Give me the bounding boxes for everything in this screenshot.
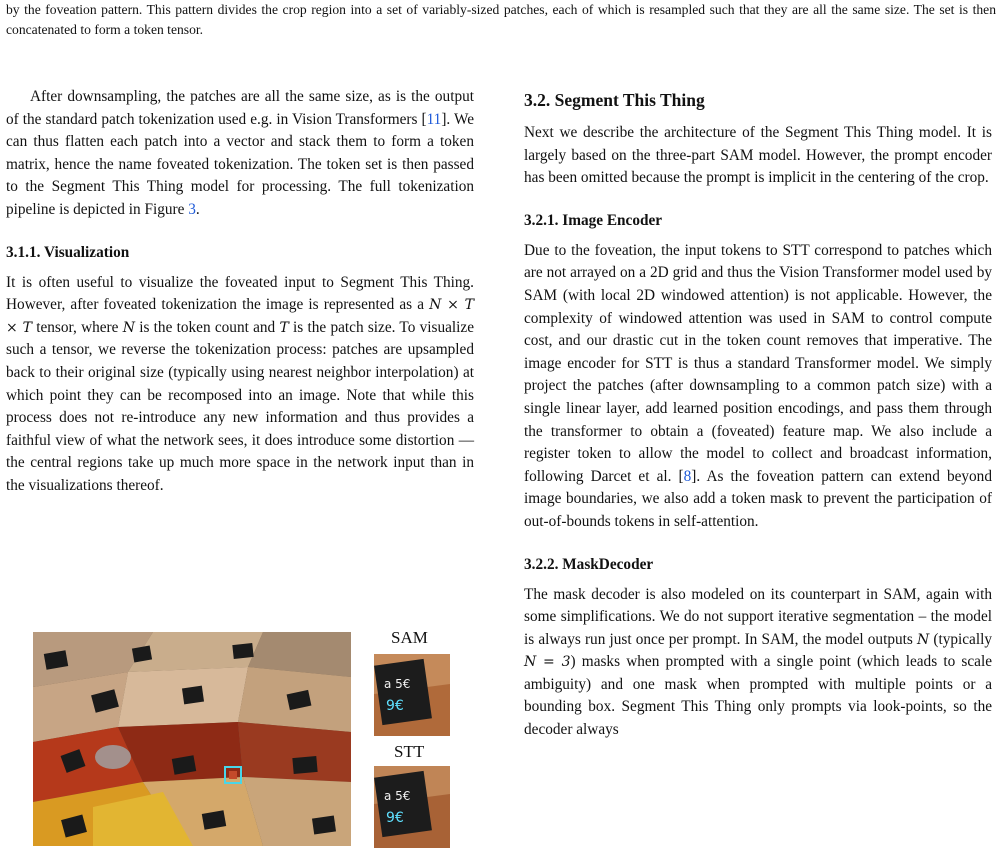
svg-text:a 5€: a 5€: [384, 677, 411, 691]
section-3-2-1-heading: 3.2.1. Image Encoder: [524, 211, 663, 229]
figure-caption-continued: by the foveation pattern. This pattern divides the crop region into a set of variably-sized patches, each of which is resampled such that they are all the same size. The set is then concatenated to form a token tensor.: [6, 2, 996, 37]
segment-this-thing-paragraph: Next we describe the architecture of the Segment This Thing model. It is largely based on the three-part SAM model. However, the prompt encoder has been omitted because the prompt is implicit in the centering of the crop.: [524, 124, 992, 187]
section-3-2-heading: 3.2. Segment This Thing: [524, 90, 705, 110]
math-n-outputs: N: [916, 631, 930, 648]
stt-label: STT: [394, 742, 425, 761]
math-nxtxt: N × T × T: [6, 297, 474, 336]
mask-decoder-cut-line: only prompts via look-points, so the decoder always: [524, 698, 993, 739]
stt-crop-thumbnail: [374, 766, 450, 848]
figure-3-link[interactable]: 3: [188, 200, 196, 218]
sam-crop-thumbnail: [374, 654, 450, 736]
citation-8[interactable]: 8: [683, 467, 692, 485]
math-t: T: [279, 319, 289, 336]
visualization-paragraph: It is often useful to visualize the foveated input to Segment This Thing. However, after foveated tokenization the image is represented as a N × T × T tensor, where N is the token count and T is the patch size. To visualize such a tensor, we reverse the tokenization process: patches are upsampled back to their original size (typically using nearest neighbor interpolation) at which point they can be recomposed into an image. Note that while this process does not re-introduce any new information and thus provides a faithful view of what the network sees, it does introduce some distortion — the central regions take up much more space in the network input than in the visualizations thereof.: [6, 273, 474, 494]
right-column: [524, 86, 992, 742]
math-n-equals-3: N = 3: [524, 654, 571, 671]
section-3-2-2-heading: 3.2.2. MaskDecoder: [524, 555, 654, 573]
citation-11[interactable]: 11: [426, 110, 442, 128]
left-column: [6, 86, 474, 498]
svg-text:a 5€: a 5€: [384, 789, 411, 803]
mask-decoder-paragraph: The mask decoder is also modeled on its counterpart in SAM, again with some simplifications. We do not support iterative segmentation – the model is always run just once per prompt. In SAM, the model outputs N (typically N = 3) masks when prompted with a single point (which leads to scale ambiguity) and one mask when prompted with multiple points or a bounding box. Segment This Thing only prompts via look-points, so the decoder always: [524, 585, 993, 739]
intro-paragraph: After downsampling, the patches are all the same size, as is the output of the standard patch tokenization used e.g. in Vision Transformers [11]. We can thus flatten each patch into a vector and stack them to form a token matrix, hence the name foveated tokenization. The token set is then passed to the Segment This Thing model for processing. The full tokenization pipeline is depicted in Figure 3.: [6, 88, 475, 218]
svg-text:9€: 9€: [386, 698, 404, 714]
image-encoder-paragraph: Due to the foveation, the input tokens to STT correspond to patches which are not arrayed on a 2D grid and thus the Vision Transformer model used by SAM (with local 2D windowed attention) is not applicable. However, the complexity of windowed attention was used in SAM to control compute cost, and our drastic cut in the token count removes that imperative. The image encoder for STT is thus a standard Transformer model. We simply project the patches (after downsampling to a common patch size) with a single linear layer, add learned position encodings, and pass them through the transformer to obtain a (foveated) feature map. We also include a register token to allow the model to collect and broadcast information, following Darcet et al. [8]. As the foveation pattern can extend beyond image boundaries, we also add a token mask to prevent the participation of out-of-bounds tokens in self-attention.: [524, 241, 992, 530]
math-n: N: [122, 319, 135, 336]
section-3-1-1-heading: 3.1.1. Visualization: [6, 243, 130, 261]
sam-label: SAM: [391, 628, 428, 647]
svg-text:9€: 9€: [386, 810, 404, 826]
spice-market-photo: [33, 632, 351, 846]
spice-figure: [33, 628, 463, 852]
